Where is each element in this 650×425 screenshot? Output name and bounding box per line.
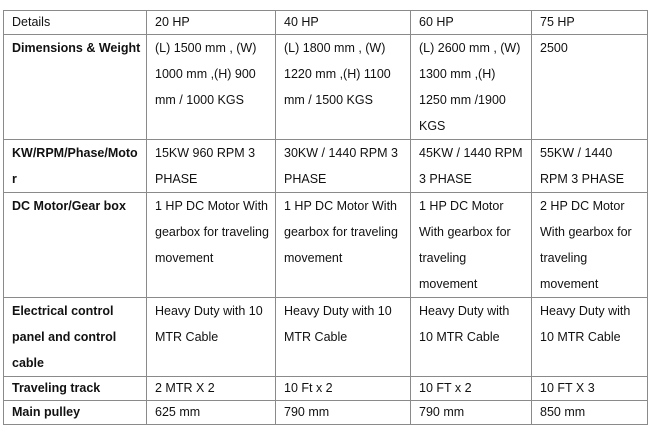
row-label: DC Motor/Gear box (4, 193, 147, 298)
table-cell: Heavy Duty with 10 MTR Cable (147, 298, 276, 377)
header-cell-60hp: 60 HP (411, 11, 532, 35)
table-cell: Heavy Duty with 10 MTR Cable (532, 298, 648, 377)
table-header-row (4, 11, 648, 35)
row-label: Electrical control panel and control cable (4, 298, 147, 377)
header-cell-20hp: 20 HP (147, 11, 276, 35)
table-cell: 2500 (532, 35, 648, 140)
table-cell: 2 HP DC Motor With gearbox for traveling movement (532, 193, 648, 298)
row-label: Dimensions & Weight (4, 35, 147, 140)
table-cell: 30KW / 1440 RPM 3 PHASE (276, 140, 411, 193)
table-cell: 1 HP DC Motor With gearbox for traveling movement (276, 193, 411, 298)
table-cell: 15KW 960 RPM 3 PHASE (147, 140, 276, 193)
table-row-electrical-panel (4, 298, 648, 377)
table-row-kw-rpm (4, 140, 648, 193)
table-cell: (L) 2600 mm , (W) 1300 mm ,(H) 1250 mm /1900 KGS (411, 35, 532, 140)
table-row-dimensions (4, 35, 648, 140)
table-cell: 10 FT X 3 (532, 377, 648, 401)
row-label: Traveling track (4, 377, 147, 401)
table-row-dc-motor (4, 193, 648, 298)
table-cell: Heavy Duty with 10 MTR Cable (276, 298, 411, 377)
table-cell: 850 mm (532, 401, 648, 425)
table-cell: 625 mm (147, 401, 276, 425)
table-cell: (L) 1500 mm , (W) 1000 mm ,(H) 900 mm / 1000 KGS (147, 35, 276, 140)
table-row-main-pulley (4, 401, 648, 425)
table-cell: 790 mm (411, 401, 532, 425)
table-cell: 10 FT x 2 (411, 377, 532, 401)
table-cell: 1 HP DC Motor With gearbox for traveling movement (147, 193, 276, 298)
table-cell: 10 Ft x 2 (276, 377, 411, 401)
row-label: KW/RPM/Phase/Motor (4, 140, 147, 193)
table-cell: Heavy Duty with 10 MTR Cable (411, 298, 532, 377)
row-label: Main pulley (4, 401, 147, 425)
header-cell-40hp: 40 HP (276, 11, 411, 35)
table-cell: (L) 1800 mm , (W) 1220 mm ,(H) 1100 mm / 1500 KGS (276, 35, 411, 140)
spec-table (3, 10, 648, 425)
table-row-traveling-track (4, 377, 648, 401)
table-cell: 45KW / 1440 RPM 3 PHASE (411, 140, 532, 193)
table-cell: 2 MTR X 2 (147, 377, 276, 401)
header-cell-75hp: 75 HP (532, 11, 648, 35)
table-cell: 790 mm (276, 401, 411, 425)
table-cell: 1 HP DC Motor With gearbox for traveling movement (411, 193, 532, 298)
header-cell-details: Details (4, 11, 147, 35)
table-cell: 55KW / 1440 RPM 3 PHASE (532, 140, 648, 193)
